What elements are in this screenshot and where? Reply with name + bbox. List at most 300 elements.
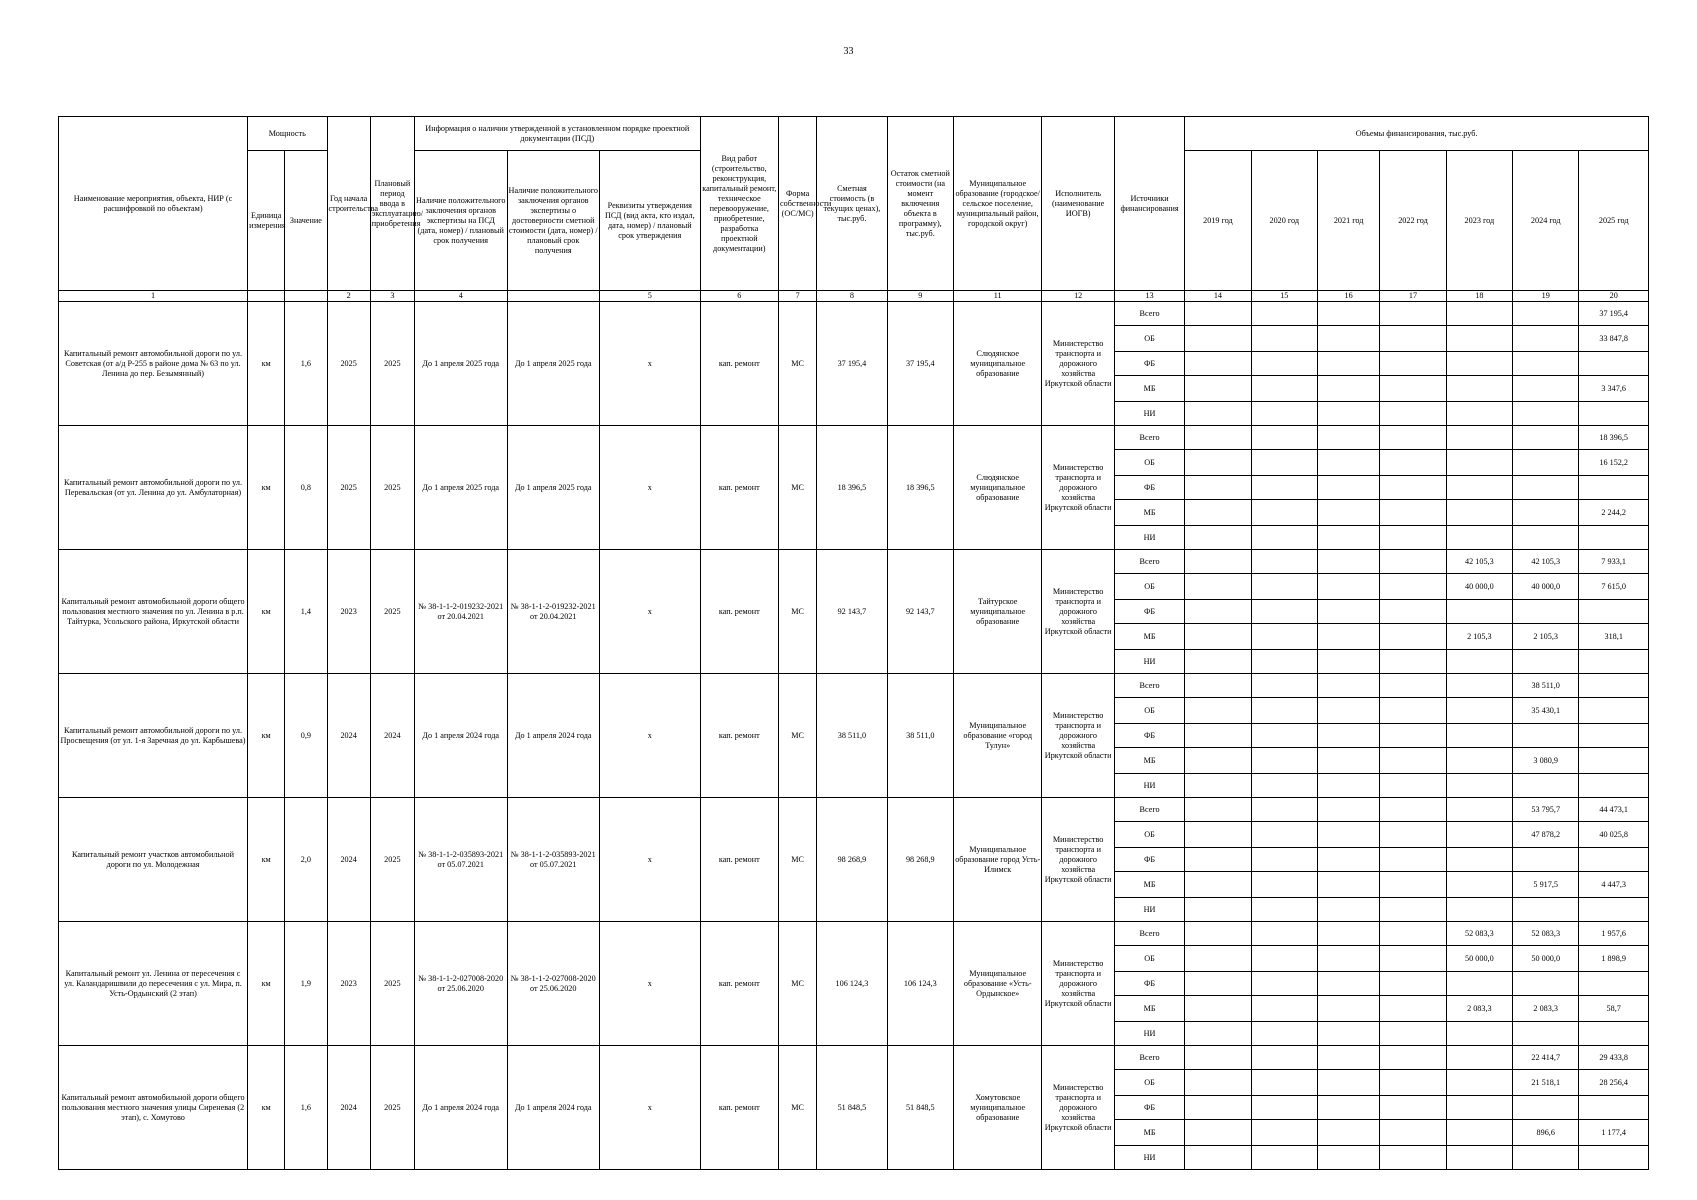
funding-cell xyxy=(1317,450,1379,476)
funding-cell xyxy=(1185,1070,1251,1096)
object-psd: № 38-1-1-2-035893-2021 от 05.07.2021 xyxy=(414,798,507,922)
funding-cell xyxy=(1380,1046,1446,1070)
object-cost: 37 195,4 xyxy=(817,302,887,426)
object-cost: 92 143,7 xyxy=(817,550,887,674)
funding-cell xyxy=(1513,402,1579,426)
funding-cell: 18 396,5 xyxy=(1579,426,1649,450)
funding-cell xyxy=(1380,1146,1446,1170)
object-remaining-cost: 106 124,3 xyxy=(887,922,953,1046)
object-remaining-cost: 51 848,5 xyxy=(887,1046,953,1170)
funding-cell xyxy=(1185,476,1251,500)
funding-cell xyxy=(1380,402,1446,426)
funding-cell xyxy=(1513,600,1579,624)
funding-cell xyxy=(1317,600,1379,624)
header-name: Наименование мероприятия, объекта, НИР (с расшифровкой по объектам) xyxy=(59,117,248,291)
header-year: 2021 год xyxy=(1317,151,1379,291)
funding-cell xyxy=(1251,872,1317,898)
object-year-start: 2024 xyxy=(327,1046,370,1170)
funding-cell xyxy=(1380,624,1446,650)
funding-cell xyxy=(1446,674,1512,698)
funding-cell xyxy=(1185,972,1251,996)
funding-cell xyxy=(1185,1046,1251,1070)
funding-cell xyxy=(1185,822,1251,848)
funding-cell xyxy=(1251,500,1317,526)
funding-cell xyxy=(1446,972,1512,996)
object-cost: 18 396,5 xyxy=(817,426,887,550)
funding-cell xyxy=(1317,996,1379,1022)
funding-cell xyxy=(1513,898,1579,922)
funding-cell: 37 195,4 xyxy=(1579,302,1649,326)
funding-cell: 53 795,7 xyxy=(1513,798,1579,822)
funding-cell xyxy=(1251,748,1317,774)
object-psd: № 38-1-1-2-027008-2020 от 25.06.2020 xyxy=(414,922,507,1046)
object-estimate: До 1 апреля 2024 года xyxy=(507,674,600,798)
object-executor: Министерство транспорта и дорожного хозяйства Иркутской области xyxy=(1042,922,1114,1046)
object-estimate: № 38-1-1-2-019232-2021 от 20.04.2021 xyxy=(507,550,600,674)
header-positive-psd: Наличие положительного заключения органов экспертизы на ПСД (дата, номер) / плановый срок получения xyxy=(414,151,507,291)
object-psd: № 38-1-1-2-019232-2021 от 20.04.2021 xyxy=(414,550,507,674)
funding-cell: 16 152,2 xyxy=(1579,450,1649,476)
funding-cell: 21 518,1 xyxy=(1513,1070,1579,1096)
funding-table xyxy=(58,116,1649,1170)
funding-cell xyxy=(1185,1022,1251,1046)
funding-cell xyxy=(1380,476,1446,500)
funding-cell: 47 878,2 xyxy=(1513,822,1579,848)
funding-cell xyxy=(1513,476,1579,500)
object-municipality: Муниципальное образование «Усть-Ордынское» xyxy=(953,922,1041,1046)
header-row-top xyxy=(59,117,1649,151)
funding-cell xyxy=(1579,476,1649,500)
funding-cell xyxy=(1446,1146,1512,1170)
funding-cell xyxy=(1251,946,1317,972)
funding-cell xyxy=(1317,624,1379,650)
funding-cell xyxy=(1513,376,1579,402)
object-executor: Министерство транспорта и дорожного хозяйства Иркутской области xyxy=(1042,1046,1114,1170)
object-value: 2,0 xyxy=(285,798,327,922)
funding-source-label: ОБ xyxy=(1114,574,1184,600)
funding-cell xyxy=(1579,650,1649,674)
object-work-type: кап. ремонт xyxy=(700,922,778,1046)
table-row xyxy=(59,302,1649,326)
funding-cell xyxy=(1317,848,1379,872)
funding-cell: 38 511,0 xyxy=(1513,674,1579,698)
funding-cell xyxy=(1380,550,1446,574)
funding-cell xyxy=(1251,1022,1317,1046)
funding-cell: 2 244,2 xyxy=(1579,500,1649,526)
funding-cell xyxy=(1317,822,1379,848)
funding-source-label: МБ xyxy=(1114,1120,1184,1146)
object-municipality: Муниципальное образование «город Тулун» xyxy=(953,674,1041,798)
funding-cell xyxy=(1513,1096,1579,1120)
funding-cell xyxy=(1380,352,1446,376)
funding-cell xyxy=(1446,748,1512,774)
funding-cell: 1 177,4 xyxy=(1579,1120,1649,1146)
object-work-type: кап. ремонт xyxy=(700,550,778,674)
funding-cell xyxy=(1446,724,1512,748)
funding-cell xyxy=(1579,848,1649,872)
funding-cell xyxy=(1380,302,1446,326)
funding-cell xyxy=(1317,1046,1379,1070)
funding-cell xyxy=(1446,376,1512,402)
funding-cell xyxy=(1380,1096,1446,1120)
object-remaining-cost: 98 268,9 xyxy=(887,798,953,922)
header-estimated-cost: Сметная стоимость (в текущих ценах), тыс.руб. xyxy=(817,117,887,291)
funding-cell xyxy=(1317,326,1379,352)
funding-cell xyxy=(1317,302,1379,326)
funding-cell xyxy=(1185,526,1251,550)
funding-cell xyxy=(1185,574,1251,600)
funding-cell xyxy=(1446,302,1512,326)
object-estimate: До 1 апреля 2025 года xyxy=(507,426,600,550)
object-work-type: кап. ремонт xyxy=(700,302,778,426)
funding-cell xyxy=(1380,1022,1446,1046)
funding-cell xyxy=(1380,872,1446,898)
object-name: Капитальный ремонт автомобильной дороги общего пользования местного значения по ул. Ленина в р.п. Тайтурка, Усольского района, Иркутской области xyxy=(59,550,248,674)
funding-cell: 42 105,3 xyxy=(1513,550,1579,574)
column-number: 5 xyxy=(600,291,701,302)
funding-cell: 40 000,0 xyxy=(1513,574,1579,600)
funding-cell: 50 000,0 xyxy=(1513,946,1579,972)
funding-cell xyxy=(1446,476,1512,500)
object-unit: км xyxy=(248,674,285,798)
object-psd: До 1 апреля 2024 года xyxy=(414,674,507,798)
object-period: 2025 xyxy=(370,302,414,426)
object-executor: Министерство транспорта и дорожного хозяйства Иркутской области xyxy=(1042,426,1114,550)
object-value: 1,6 xyxy=(285,1046,327,1170)
funding-source-label: ОБ xyxy=(1114,946,1184,972)
object-remaining-cost: 92 143,7 xyxy=(887,550,953,674)
funding-cell xyxy=(1513,650,1579,674)
funding-cell xyxy=(1251,450,1317,476)
column-number: 19 xyxy=(1513,291,1579,302)
column-number-row xyxy=(59,291,1649,302)
header-year: 2019 год xyxy=(1185,151,1251,291)
funding-cell xyxy=(1251,326,1317,352)
object-requisites: х xyxy=(600,674,701,798)
funding-cell xyxy=(1446,326,1512,352)
object-municipality: Слюдянское муниципальное образование xyxy=(953,426,1041,550)
funding-cell xyxy=(1317,798,1379,822)
funding-cell xyxy=(1446,450,1512,476)
object-ownership: МС xyxy=(779,550,817,674)
header-psd-requisites: Реквизиты утверждения ПСД (вид акта, кто издал, дата, номер) / плановый срок утверждения xyxy=(600,151,701,291)
funding-source-label: МБ xyxy=(1114,624,1184,650)
funding-cell xyxy=(1579,674,1649,698)
funding-cell xyxy=(1317,550,1379,574)
funding-cell xyxy=(1446,600,1512,624)
funding-cell xyxy=(1446,1120,1512,1146)
funding-cell xyxy=(1185,550,1251,574)
funding-cell xyxy=(1185,376,1251,402)
funding-cell: 2 083,3 xyxy=(1513,996,1579,1022)
funding-cell: 7 933,1 xyxy=(1579,550,1649,574)
object-requisites: х xyxy=(600,426,701,550)
funding-cell xyxy=(1185,1120,1251,1146)
funding-cell xyxy=(1446,1046,1512,1070)
object-estimate: До 1 апреля 2024 года xyxy=(507,1046,600,1170)
funding-cell xyxy=(1579,1022,1649,1046)
object-unit: км xyxy=(248,550,285,674)
header-sources: Источники финансирования xyxy=(1114,117,1184,291)
funding-source-label: ОБ xyxy=(1114,822,1184,848)
object-period: 2024 xyxy=(370,674,414,798)
funding-source-label: Всего xyxy=(1114,674,1184,698)
funding-source-label: НИ xyxy=(1114,774,1184,798)
funding-source-label: ФБ xyxy=(1114,1096,1184,1120)
funding-cell xyxy=(1513,848,1579,872)
funding-source-label: МБ xyxy=(1114,376,1184,402)
header-planned-period: Плановый период ввода в эксплуатацию/приобретения xyxy=(370,117,414,291)
object-municipality: Муниципальное образование город Усть-Илимск xyxy=(953,798,1041,922)
funding-cell xyxy=(1185,326,1251,352)
funding-cell: 28 256,4 xyxy=(1579,1070,1649,1096)
object-executor: Министерство транспорта и дорожного хозяйства Иркутской области xyxy=(1042,674,1114,798)
funding-cell xyxy=(1317,500,1379,526)
funding-cell xyxy=(1446,872,1512,898)
funding-cell xyxy=(1251,550,1317,574)
funding-cell xyxy=(1317,402,1379,426)
funding-cell xyxy=(1251,922,1317,946)
funding-source-label: НИ xyxy=(1114,898,1184,922)
funding-cell xyxy=(1380,724,1446,748)
funding-cell xyxy=(1251,848,1317,872)
funding-cell xyxy=(1513,352,1579,376)
object-estimate: До 1 апреля 2025 года xyxy=(507,302,600,426)
funding-cell xyxy=(1380,922,1446,946)
funding-source-label: Всего xyxy=(1114,798,1184,822)
funding-cell xyxy=(1251,1046,1317,1070)
funding-cell xyxy=(1185,898,1251,922)
funding-cell xyxy=(1251,1120,1317,1146)
object-cost: 38 511,0 xyxy=(817,674,887,798)
funding-cell xyxy=(1251,972,1317,996)
header-municipality: Муниципальное образование (городское/сельское поселение, муниципальный район, городской округ) xyxy=(953,117,1041,291)
funding-cell xyxy=(1446,500,1512,526)
funding-cell: 4 447,3 xyxy=(1579,872,1649,898)
funding-source-label: НИ xyxy=(1114,1146,1184,1170)
funding-source-label: Всего xyxy=(1114,922,1184,946)
funding-cell xyxy=(1185,996,1251,1022)
funding-cell xyxy=(1446,774,1512,798)
funding-cell: 896,6 xyxy=(1513,1120,1579,1146)
object-unit: км xyxy=(248,426,285,550)
funding-source-label: Всего xyxy=(1114,1046,1184,1070)
header-year: 2023 год xyxy=(1446,151,1512,291)
funding-cell xyxy=(1579,352,1649,376)
header-year: 2022 год xyxy=(1380,151,1446,291)
funding-cell xyxy=(1185,1146,1251,1170)
table-row xyxy=(59,1046,1649,1070)
object-executor: Министерство транспорта и дорожного хозяйства Иркутской области xyxy=(1042,550,1114,674)
funding-cell xyxy=(1317,426,1379,450)
object-value: 1,4 xyxy=(285,550,327,674)
funding-cell xyxy=(1317,872,1379,898)
column-number xyxy=(248,291,285,302)
funding-cell xyxy=(1317,898,1379,922)
funding-source-label: ФБ xyxy=(1114,476,1184,500)
funding-cell xyxy=(1380,996,1446,1022)
funding-cell xyxy=(1446,650,1512,674)
funding-cell xyxy=(1317,1070,1379,1096)
funding-cell xyxy=(1579,972,1649,996)
page-number: 33 xyxy=(843,46,854,57)
funding-cell xyxy=(1317,698,1379,724)
funding-cell xyxy=(1251,1096,1317,1120)
object-year-start: 2023 xyxy=(327,550,370,674)
funding-cell xyxy=(1579,600,1649,624)
object-year-start: 2025 xyxy=(327,426,370,550)
funding-source-label: НИ xyxy=(1114,402,1184,426)
object-name: Капитальный ремонт ул. Ленина от пересечения с ул. Каландаришвили до пересечения с ул. Мира, п. Усть-Ордынский (2 этап) xyxy=(59,922,248,1046)
funding-cell xyxy=(1317,724,1379,748)
funding-cell: 42 105,3 xyxy=(1446,550,1512,574)
object-year-start: 2025 xyxy=(327,302,370,426)
funding-cell xyxy=(1185,450,1251,476)
column-number: 14 xyxy=(1185,291,1251,302)
funding-cell xyxy=(1251,996,1317,1022)
funding-cell xyxy=(1380,848,1446,872)
funding-cell xyxy=(1317,376,1379,402)
object-ownership: МС xyxy=(779,1046,817,1170)
object-period: 2025 xyxy=(370,426,414,550)
funding-cell xyxy=(1185,674,1251,698)
funding-cell xyxy=(1185,946,1251,972)
funding-source-label: МБ xyxy=(1114,748,1184,774)
funding-cell: 50 000,0 xyxy=(1446,946,1512,972)
funding-cell: 22 414,7 xyxy=(1513,1046,1579,1070)
funding-cell xyxy=(1251,1146,1317,1170)
funding-cell xyxy=(1513,450,1579,476)
funding-cell xyxy=(1251,798,1317,822)
funding-cell xyxy=(1513,1022,1579,1046)
header-positive-estimate: Наличие положительного заключения органов экспертизы о достоверности сметной стоимости (дата, номер) / плановый срок получения xyxy=(507,151,600,291)
funding-cell: 2 105,3 xyxy=(1446,624,1512,650)
funding-cell xyxy=(1251,624,1317,650)
funding-cell xyxy=(1446,1022,1512,1046)
column-number xyxy=(507,291,600,302)
funding-cell xyxy=(1185,352,1251,376)
funding-cell xyxy=(1185,302,1251,326)
object-ownership: МС xyxy=(779,922,817,1046)
funding-source-label: ОБ xyxy=(1114,450,1184,476)
funding-source-label: ФБ xyxy=(1114,848,1184,872)
funding-source-label: ФБ xyxy=(1114,352,1184,376)
object-remaining-cost: 18 396,5 xyxy=(887,426,953,550)
column-number xyxy=(285,291,327,302)
funding-cell xyxy=(1446,526,1512,550)
funding-cell xyxy=(1317,1146,1379,1170)
object-unit: км xyxy=(248,798,285,922)
funding-cell xyxy=(1251,698,1317,724)
funding-cell xyxy=(1251,526,1317,550)
funding-cell: 58,7 xyxy=(1579,996,1649,1022)
object-ownership: МС xyxy=(779,302,817,426)
funding-cell xyxy=(1317,972,1379,996)
object-name: Капитальный ремонт автомобильной дороги по ул. Перевальская (от ул. Ленина до ул. Амбулаторная) xyxy=(59,426,248,550)
object-cost: 106 124,3 xyxy=(817,922,887,1046)
funding-cell xyxy=(1380,774,1446,798)
funding-cell xyxy=(1185,698,1251,724)
funding-source-label: Всего xyxy=(1114,550,1184,574)
funding-cell xyxy=(1380,698,1446,724)
column-number: 3 xyxy=(370,291,414,302)
funding-cell xyxy=(1446,1096,1512,1120)
funding-cell xyxy=(1380,946,1446,972)
funding-cell xyxy=(1380,326,1446,352)
object-executor: Министерство транспорта и дорожного хозяйства Иркутской области xyxy=(1042,798,1114,922)
object-unit: км xyxy=(248,1046,285,1170)
object-name: Капитальный ремонт автомобильной дороги по ул. Просвещения (от ул. 1-я Заречная до ул. Карбышева) xyxy=(59,674,248,798)
table-row xyxy=(59,426,1649,450)
funding-cell xyxy=(1185,748,1251,774)
funding-cell xyxy=(1185,872,1251,898)
funding-cell: 3 080,9 xyxy=(1513,748,1579,774)
funding-cell xyxy=(1380,748,1446,774)
funding-source-label: ОБ xyxy=(1114,698,1184,724)
funding-cell xyxy=(1513,774,1579,798)
header-work-type: Вид работ (строительство, реконструкция, капитальный ремонт, техническое перевооружение, приобретение, разработка проектной документации) xyxy=(700,117,778,291)
funding-cell xyxy=(1513,972,1579,996)
funding-cell xyxy=(1380,798,1446,822)
funding-cell xyxy=(1185,624,1251,650)
object-ownership: МС xyxy=(779,798,817,922)
funding-cell xyxy=(1380,674,1446,698)
column-number: 9 xyxy=(887,291,953,302)
object-requisites: х xyxy=(600,550,701,674)
object-value: 1,6 xyxy=(285,302,327,426)
funding-cell xyxy=(1251,650,1317,674)
header-year: 2024 год xyxy=(1513,151,1579,291)
object-requisites: х xyxy=(600,302,701,426)
funding-cell xyxy=(1380,574,1446,600)
funding-cell xyxy=(1317,922,1379,946)
funding-source-label: НИ xyxy=(1114,1022,1184,1046)
funding-cell xyxy=(1185,426,1251,450)
object-year-start: 2024 xyxy=(327,674,370,798)
funding-cell xyxy=(1513,1146,1579,1170)
funding-source-label: Всего xyxy=(1114,426,1184,450)
funding-cell xyxy=(1251,1070,1317,1096)
funding-cell xyxy=(1446,426,1512,450)
object-unit: км xyxy=(248,302,285,426)
funding-source-label: ФБ xyxy=(1114,600,1184,624)
funding-cell: 1 957,6 xyxy=(1579,922,1649,946)
object-estimate: № 38-1-1-2-035893-2021 от 05.07.2021 xyxy=(507,798,600,922)
funding-cell: 40 000,0 xyxy=(1446,574,1512,600)
object-municipality: Слюдянское муниципальное образование xyxy=(953,302,1041,426)
funding-cell xyxy=(1380,898,1446,922)
funding-cell xyxy=(1446,848,1512,872)
funding-cell xyxy=(1579,526,1649,550)
object-work-type: кап. ремонт xyxy=(700,426,778,550)
funding-cell xyxy=(1380,526,1446,550)
funding-cell xyxy=(1579,402,1649,426)
table-row xyxy=(59,798,1649,822)
object-unit: км xyxy=(248,922,285,1046)
funding-cell xyxy=(1251,426,1317,450)
funding-cell xyxy=(1251,402,1317,426)
funding-cell xyxy=(1185,402,1251,426)
column-number: 15 xyxy=(1251,291,1317,302)
funding-cell xyxy=(1579,748,1649,774)
funding-cell xyxy=(1446,698,1512,724)
column-number: 16 xyxy=(1317,291,1379,302)
object-period: 2025 xyxy=(370,1046,414,1170)
funding-cell xyxy=(1251,898,1317,922)
funding-cell xyxy=(1380,1070,1446,1096)
funding-cell xyxy=(1579,724,1649,748)
funding-cell xyxy=(1251,774,1317,798)
